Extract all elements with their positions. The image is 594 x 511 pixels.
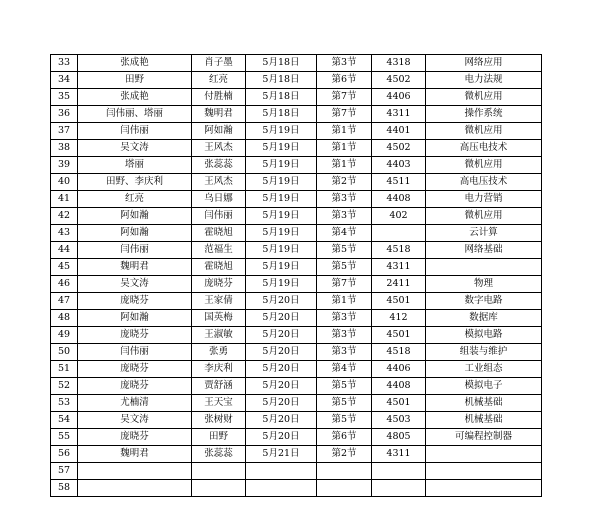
date-cell: 5月20日 — [246, 327, 317, 344]
period-cell: 第1节 — [317, 123, 372, 140]
period-cell: 第1节 — [317, 140, 372, 157]
period-cell: 第5节 — [317, 412, 372, 429]
period-cell: 第6节 — [317, 72, 372, 89]
table-row — [51, 276, 542, 293]
student-cell: 张蕊蕊 — [192, 157, 246, 174]
row-number-cell: 34 — [51, 72, 78, 89]
date-cell: 5月20日 — [246, 293, 317, 310]
row-number-cell: 57 — [51, 463, 78, 480]
row-number-cell: 45 — [51, 259, 78, 276]
row-number-cell: 43 — [51, 225, 78, 242]
teacher-cell: 魏明君 — [78, 446, 192, 463]
period-cell: 第4节 — [317, 361, 372, 378]
room-cell: 4805 — [372, 429, 426, 446]
row-number-cell: 40 — [51, 174, 78, 191]
student-cell: 王风杰 — [192, 140, 246, 157]
teacher-cell: 阿如瀚 — [78, 225, 192, 242]
room-cell: 4311 — [372, 259, 426, 276]
room-cell: 4501 — [372, 293, 426, 310]
period-cell — [317, 480, 372, 497]
period-cell: 第3节 — [317, 310, 372, 327]
table-row — [51, 140, 542, 157]
period-cell: 第5节 — [317, 395, 372, 412]
course-cell: 高电压技术 — [426, 174, 542, 191]
course-cell: 微机应用 — [426, 157, 542, 174]
teacher-cell: 魏明君 — [78, 259, 192, 276]
period-cell: 第5节 — [317, 242, 372, 259]
date-cell: 5月19日 — [246, 208, 317, 225]
date-cell: 5月19日 — [246, 157, 317, 174]
date-cell: 5月19日 — [246, 174, 317, 191]
teacher-cell: 闫伟丽 — [78, 344, 192, 361]
teacher-cell: 闫伟丽、塔丽 — [78, 106, 192, 123]
course-cell: 高压电技术 — [426, 140, 542, 157]
teacher-cell: 田野 — [78, 72, 192, 89]
teacher-cell: 吴文涛 — [78, 412, 192, 429]
row-number-cell: 46 — [51, 276, 78, 293]
date-cell: 5月20日 — [246, 378, 317, 395]
table-row — [51, 344, 542, 361]
date-cell: 5月19日 — [246, 242, 317, 259]
room-cell: 402 — [372, 208, 426, 225]
date-cell: 5月19日 — [246, 225, 317, 242]
period-cell: 第3节 — [317, 55, 372, 72]
row-number-cell: 35 — [51, 89, 78, 106]
period-cell: 第1节 — [317, 293, 372, 310]
course-cell: 微机应用 — [426, 208, 542, 225]
table-row — [51, 106, 542, 123]
period-cell: 第2节 — [317, 174, 372, 191]
period-cell: 第7节 — [317, 106, 372, 123]
student-cell: 田野 — [192, 429, 246, 446]
course-cell: 云计算 — [426, 225, 542, 242]
student-cell: 霍晓旭 — [192, 259, 246, 276]
table-row — [51, 361, 542, 378]
student-cell: 魏明君 — [192, 106, 246, 123]
period-cell: 第1节 — [317, 157, 372, 174]
room-cell — [372, 463, 426, 480]
course-cell: 微机应用 — [426, 89, 542, 106]
period-cell: 第3节 — [317, 208, 372, 225]
row-number-cell: 47 — [51, 293, 78, 310]
course-cell — [426, 259, 542, 276]
student-cell: 张蕊蕊 — [192, 446, 246, 463]
date-cell: 5月20日 — [246, 429, 317, 446]
date-cell: 5月20日 — [246, 310, 317, 327]
student-cell: 庞晓芬 — [192, 276, 246, 293]
student-cell: 张树财 — [192, 412, 246, 429]
table-row — [51, 55, 542, 72]
student-cell — [192, 480, 246, 497]
student-cell: 张勇 — [192, 344, 246, 361]
teacher-cell — [78, 480, 192, 497]
period-cell: 第5节 — [317, 378, 372, 395]
date-cell: 5月19日 — [246, 123, 317, 140]
student-cell: 乌日娜 — [192, 191, 246, 208]
row-number-cell: 49 — [51, 327, 78, 344]
room-cell: 4311 — [372, 106, 426, 123]
table-row — [51, 174, 542, 191]
teacher-cell: 张成艳 — [78, 89, 192, 106]
table-row — [51, 310, 542, 327]
date-cell: 5月18日 — [246, 72, 317, 89]
course-cell: 物理 — [426, 276, 542, 293]
course-cell: 组装与维护 — [426, 344, 542, 361]
teacher-cell: 尤楠清 — [78, 395, 192, 412]
teacher-cell: 吴文涛 — [78, 140, 192, 157]
table-row — [51, 446, 542, 463]
student-cell: 范福生 — [192, 242, 246, 259]
course-cell: 电力法规 — [426, 72, 542, 89]
teacher-cell: 吴文涛 — [78, 276, 192, 293]
table-row — [51, 429, 542, 446]
student-cell: 国英梅 — [192, 310, 246, 327]
room-cell: 4511 — [372, 174, 426, 191]
date-cell: 5月20日 — [246, 395, 317, 412]
student-cell: 李庆利 — [192, 361, 246, 378]
table-row — [51, 293, 542, 310]
row-number-cell: 37 — [51, 123, 78, 140]
date-cell — [246, 480, 317, 497]
student-cell: 红亮 — [192, 72, 246, 89]
row-number-cell: 54 — [51, 412, 78, 429]
period-cell: 第7节 — [317, 89, 372, 106]
teacher-cell: 庞晓芬 — [78, 378, 192, 395]
table-row — [51, 463, 542, 480]
student-cell: 肖子墨 — [192, 55, 246, 72]
table-row — [51, 208, 542, 225]
room-cell: 4401 — [372, 123, 426, 140]
table-row — [51, 191, 542, 208]
row-number-cell: 55 — [51, 429, 78, 446]
room-cell: 4518 — [372, 344, 426, 361]
teacher-cell — [78, 463, 192, 480]
student-cell: 贾舒涵 — [192, 378, 246, 395]
student-cell: 王家倩 — [192, 293, 246, 310]
room-cell: 4403 — [372, 157, 426, 174]
row-number-cell: 42 — [51, 208, 78, 225]
schedule-table — [50, 54, 542, 497]
student-cell: 霍晓旭 — [192, 225, 246, 242]
row-number-cell: 50 — [51, 344, 78, 361]
row-number-cell: 44 — [51, 242, 78, 259]
student-cell — [192, 463, 246, 480]
row-number-cell: 33 — [51, 55, 78, 72]
date-cell: 5月20日 — [246, 412, 317, 429]
room-cell: 4408 — [372, 191, 426, 208]
table-row — [51, 157, 542, 174]
teacher-cell: 阿如瀚 — [78, 310, 192, 327]
teacher-cell: 田野、李庆利 — [78, 174, 192, 191]
room-cell: 4406 — [372, 89, 426, 106]
course-cell: 可编程控制器 — [426, 429, 542, 446]
room-cell: 2411 — [372, 276, 426, 293]
student-cell: 王天宝 — [192, 395, 246, 412]
teacher-cell: 张成艳 — [78, 55, 192, 72]
teacher-cell: 闫伟丽 — [78, 242, 192, 259]
room-cell — [372, 225, 426, 242]
room-cell: 4518 — [372, 242, 426, 259]
room-cell: 4501 — [372, 395, 426, 412]
table-row — [51, 480, 542, 497]
row-number-cell: 52 — [51, 378, 78, 395]
table-row — [51, 378, 542, 395]
period-cell: 第4节 — [317, 225, 372, 242]
teacher-cell: 庞晓芬 — [78, 293, 192, 310]
course-cell: 电力营销 — [426, 191, 542, 208]
teacher-cell: 阿如瀚 — [78, 208, 192, 225]
course-cell: 工业组态 — [426, 361, 542, 378]
course-cell — [426, 446, 542, 463]
date-cell: 5月19日 — [246, 259, 317, 276]
room-cell: 4502 — [372, 140, 426, 157]
table-row — [51, 327, 542, 344]
date-cell: 5月19日 — [246, 276, 317, 293]
student-cell: 阿如瀚 — [192, 123, 246, 140]
course-cell: 数据库 — [426, 310, 542, 327]
room-cell: 4502 — [372, 72, 426, 89]
room-cell: 4408 — [372, 378, 426, 395]
period-cell: 第3节 — [317, 344, 372, 361]
room-cell: 4311 — [372, 446, 426, 463]
teacher-cell: 塔丽 — [78, 157, 192, 174]
date-cell: 5月19日 — [246, 191, 317, 208]
course-cell: 微机应用 — [426, 123, 542, 140]
course-cell: 数字电路 — [426, 293, 542, 310]
room-cell: 4501 — [372, 327, 426, 344]
teacher-cell: 庞晓芬 — [78, 429, 192, 446]
row-number-cell: 36 — [51, 106, 78, 123]
room-cell: 4503 — [372, 412, 426, 429]
course-cell — [426, 480, 542, 497]
table-row — [51, 225, 542, 242]
date-cell: 5月20日 — [246, 344, 317, 361]
date-cell: 5月18日 — [246, 89, 317, 106]
period-cell: 第7节 — [317, 276, 372, 293]
student-cell: 王风杰 — [192, 174, 246, 191]
row-number-cell: 51 — [51, 361, 78, 378]
row-number-cell: 56 — [51, 446, 78, 463]
date-cell: 5月18日 — [246, 55, 317, 72]
date-cell — [246, 463, 317, 480]
date-cell: 5月18日 — [246, 106, 317, 123]
course-cell: 机械基础 — [426, 412, 542, 429]
course-cell: 模拟电子 — [426, 378, 542, 395]
date-cell: 5月21日 — [246, 446, 317, 463]
course-cell: 网络应用 — [426, 55, 542, 72]
table-row — [51, 242, 542, 259]
row-number-cell: 58 — [51, 480, 78, 497]
row-number-cell: 41 — [51, 191, 78, 208]
room-cell: 4318 — [372, 55, 426, 72]
period-cell: 第3节 — [317, 191, 372, 208]
teacher-cell: 庞晓芬 — [78, 327, 192, 344]
course-cell: 机械基础 — [426, 395, 542, 412]
course-cell — [426, 463, 542, 480]
period-cell — [317, 463, 372, 480]
row-number-cell: 39 — [51, 157, 78, 174]
course-cell: 网络基础 — [426, 242, 542, 259]
room-cell: 4406 — [372, 361, 426, 378]
room-cell — [372, 480, 426, 497]
teacher-cell: 庞晓芬 — [78, 361, 192, 378]
row-number-cell: 48 — [51, 310, 78, 327]
period-cell: 第3节 — [317, 327, 372, 344]
table-row — [51, 259, 542, 276]
table-row — [51, 395, 542, 412]
period-cell: 第6节 — [317, 429, 372, 446]
table-row — [51, 412, 542, 429]
room-cell: 412 — [372, 310, 426, 327]
table-row — [51, 89, 542, 106]
course-cell: 模拟电路 — [426, 327, 542, 344]
teacher-cell: 红亮 — [78, 191, 192, 208]
row-number-cell: 38 — [51, 140, 78, 157]
student-cell: 付胜楠 — [192, 89, 246, 106]
student-cell: 王淑敏 — [192, 327, 246, 344]
period-cell: 第2节 — [317, 446, 372, 463]
period-cell: 第5节 — [317, 259, 372, 276]
table-row — [51, 123, 542, 140]
table-row — [51, 72, 542, 89]
row-number-cell: 53 — [51, 395, 78, 412]
student-cell: 闫伟丽 — [192, 208, 246, 225]
schedule-table-body — [51, 55, 542, 497]
teacher-cell: 闫伟丽 — [78, 123, 192, 140]
date-cell: 5月20日 — [246, 361, 317, 378]
course-cell: 操作系统 — [426, 106, 542, 123]
date-cell: 5月19日 — [246, 140, 317, 157]
